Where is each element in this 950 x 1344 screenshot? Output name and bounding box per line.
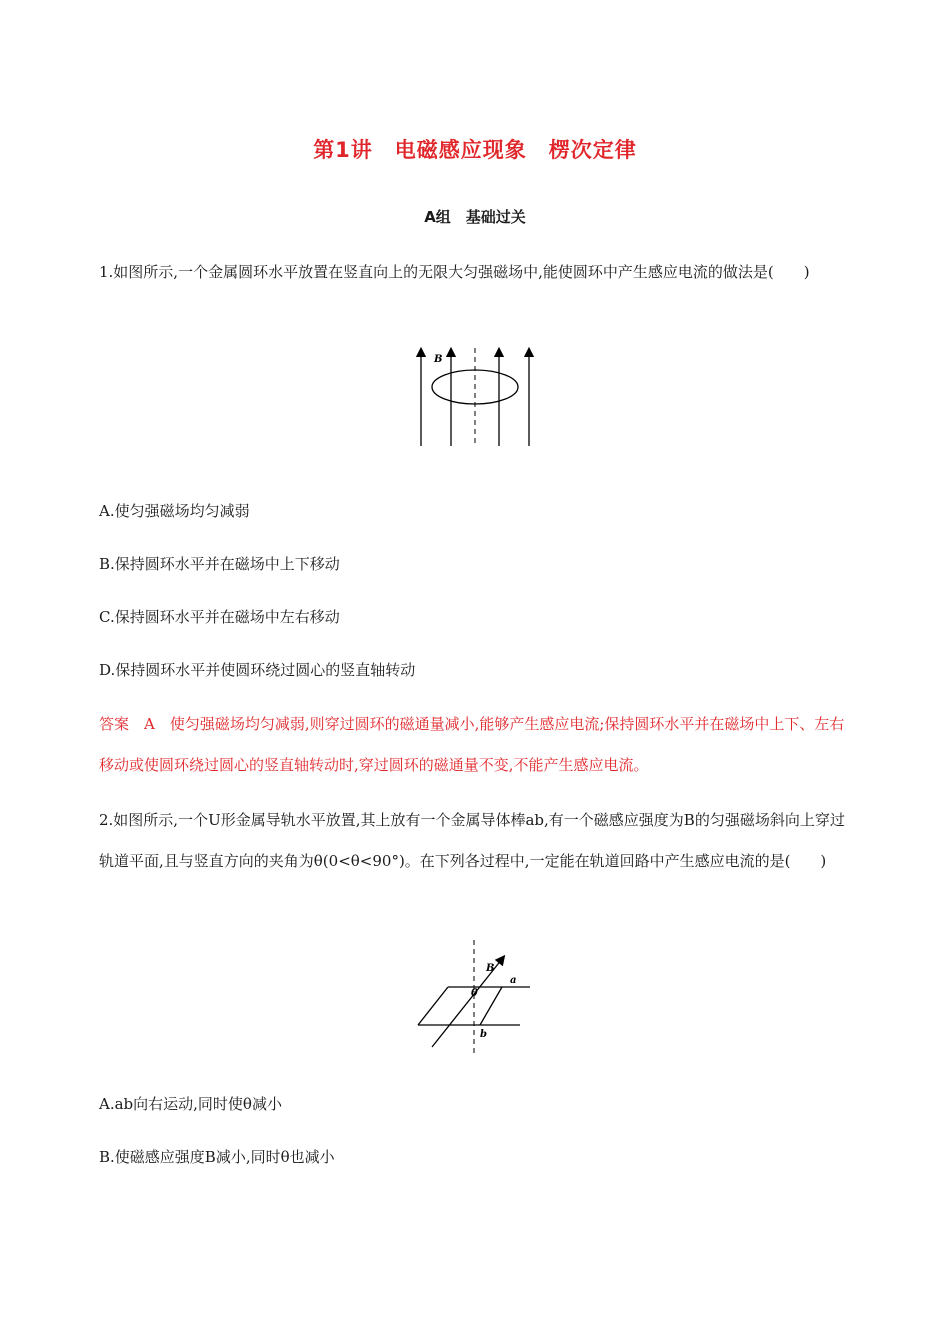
question-2-figure xyxy=(410,935,540,1055)
question-2-stem: 2.如图所示,一个U形金属导轨水平放置,其上放有一个金属导体棒ab,有一个磁感应强度为B的匀强磁场斜向上穿过轨道平面,且与竖直方向的夹角为θ(0<θ<90°)。在下列各过程中,一定能在轨道回路中产生感应电流的是( ) xyxy=(99,811,845,870)
question-1-option-d: D.保持圆环水平并使圆环绕过圆心的竖直轴转动 xyxy=(99,661,416,679)
rod-end-label-b: b xyxy=(480,1029,487,1040)
question-1-figure xyxy=(405,340,545,450)
question-1-option-c: C.保持圆环水平并在磁场中左右移动 xyxy=(99,608,340,626)
angle-label-theta: θ xyxy=(471,988,478,999)
question-2-option-b: B.使磁感应强度B减小,同时θ也减小 xyxy=(99,1148,335,1166)
rail-connector xyxy=(418,987,448,1025)
question-1-stem: 1.如图所示,一个金属圆环水平放置在竖直向上的无限大匀强磁场中,能使圆环中产生感应电流的做法是( ) xyxy=(99,263,810,281)
conductor-rod-ab xyxy=(480,987,502,1025)
question-1-option-a: A.使匀强磁场均匀减弱 xyxy=(99,502,250,520)
question-1-option-b: B.保持圆环水平并在磁场中上下移动 xyxy=(99,555,340,573)
question-1-answer: 答案 A 使匀强磁场均匀减弱,则穿过圆环的磁通量减小,能够产生感应电流;保持圆环水平并在磁场中上下、左右移动或使圆环绕过圆心的竖直轴转动时,穿过圆环的磁通量不变,不能产生感应电流。 xyxy=(99,715,845,774)
section-title: A组 基础过关 xyxy=(424,208,526,226)
page-title: 第1讲 电磁感应现象 楞次定律 xyxy=(313,138,637,162)
field-label-b: B xyxy=(434,354,443,365)
rod-end-label-a: a xyxy=(510,975,517,986)
field-label-b: B xyxy=(486,963,495,974)
question-2-option-a: A.ab向右运动,同时使θ减小 xyxy=(99,1095,282,1113)
